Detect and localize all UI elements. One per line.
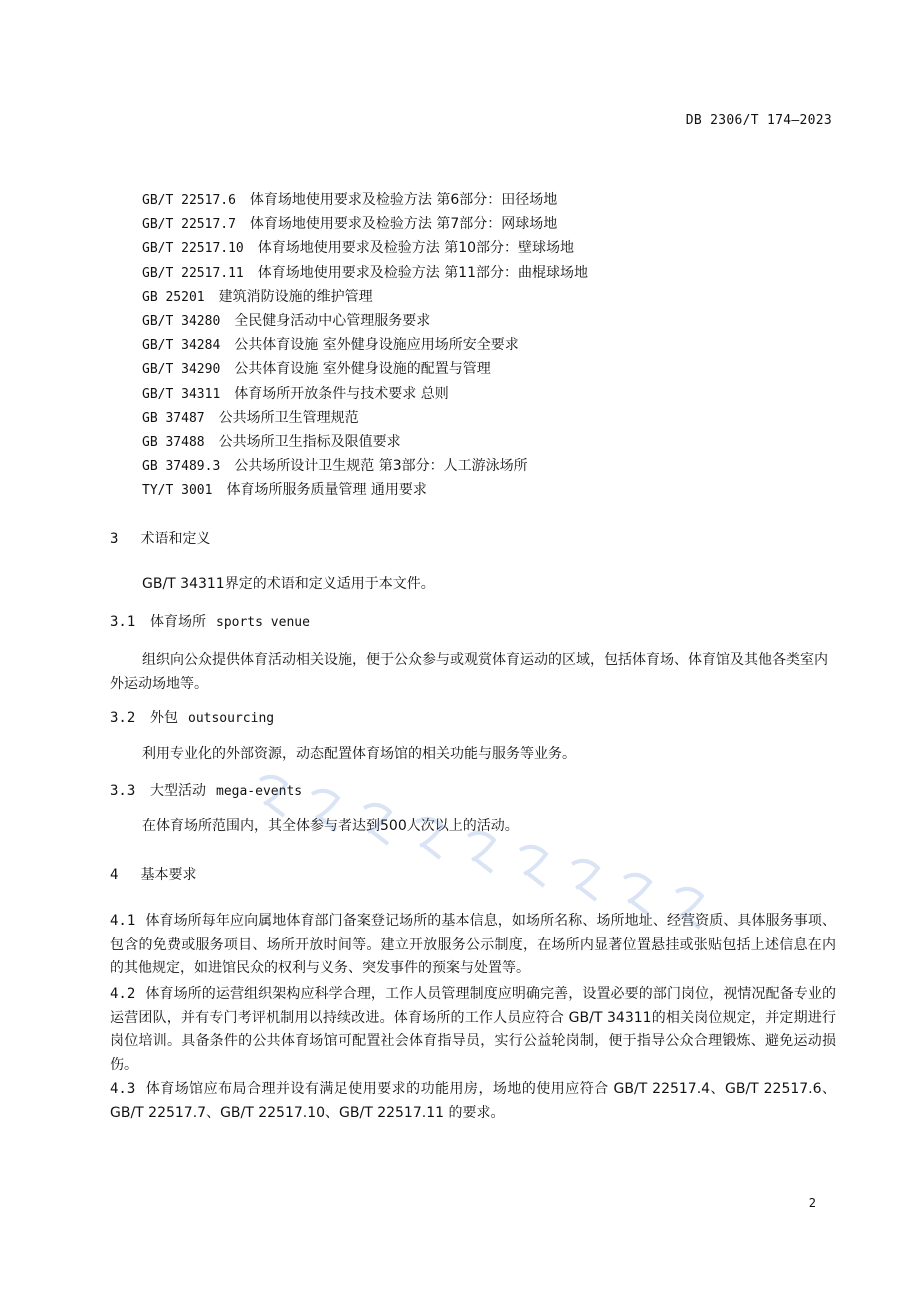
clause-text: 体育场所每年应向属地体育部门备案登记场所的基本信息，如场所名称、场所地址、经营资质、具体服务事项、包含的免费或服务项目、场所开放时间等。建立开放服务公示制度，在场所内显著位置悬挂或张贴包括上述信息在内的其他规定，如进馆民众的权利与义务、突发事件的预案与处置等。 <box>110 913 836 976</box>
term-en: outsourcing <box>188 711 275 726</box>
watermark-stroke <box>468 833 494 872</box>
reference-title: 体育场所服务质量管理 通用要求 <box>226 482 427 499</box>
reference-code: GB/T 22517.6 <box>142 193 236 208</box>
section-title: 基本要求 <box>140 867 197 883</box>
reference-code: GB 37488 <box>142 434 205 450</box>
clause-text: 体育场馆应布局合理并设有满足使用要求的功能用房，场地的使用应符合 GB/T 22517.4、GB/T 22517.6、GB/T 22517.7、GB/T 22517.10、GB/T 22517.11 的要求。 <box>110 1081 836 1121</box>
reference-title: 公共场所卫生指标及限值要求 <box>218 433 401 450</box>
reference-title: 公共场所卫生管理规范 <box>218 409 359 426</box>
term-number: 3.2 <box>110 710 136 726</box>
reference-code: GB/T 22517.7 <box>142 217 236 233</box>
watermark-graphic <box>250 770 730 930</box>
term-3-2-heading <box>110 707 274 727</box>
clause-4-1 <box>110 910 836 981</box>
term-en: mega-events <box>216 784 303 799</box>
reference-title: 公共体育设施 室外健身设施的配置与管理 <box>234 361 491 378</box>
reference-title: 体育场地使用要求及检验方法 第7部分：网球场地 <box>249 216 558 233</box>
reference-title: 体育场地使用要求及检验方法 第10部分：壁球场地 <box>257 240 575 257</box>
reference-title: 全民健身活动中心管理服务要求 <box>234 312 431 329</box>
reference-item <box>142 382 822 406</box>
document-code: DB 2306/T 174—2023 <box>685 113 832 128</box>
reference-item <box>142 406 822 430</box>
section-number: 4 <box>110 867 119 883</box>
reference-code: GB/T 22517.11 <box>142 265 244 281</box>
reference-title: 体育场所开放条件与技术要求 总则 <box>234 385 449 402</box>
reference-item <box>142 188 822 212</box>
term-number: 3.1 <box>110 614 136 630</box>
watermark-stroke <box>624 875 650 914</box>
watermark-stroke <box>520 847 546 886</box>
term-3-1-definition: 组织向公众提供体育活动相关设施，便于公众参与或观赏体育运动的区域，包括体育场、体育馆及其他各类室内外运动场地等。 <box>110 652 828 692</box>
term-3-1-heading <box>110 611 310 631</box>
section-3-heading <box>110 528 210 548</box>
reference-code: GB 25201 <box>142 289 205 305</box>
reference-item <box>142 261 822 285</box>
reference-title: 公共场所设计卫生规范 第3部分：人工游泳场所 <box>234 458 528 475</box>
reference-item <box>142 357 822 381</box>
reference-code: GB/T 34311 <box>142 386 221 402</box>
term-zh: 大型活动 <box>150 783 206 799</box>
reference-code: GB/T 22517.10 <box>142 241 244 257</box>
reference-item <box>142 430 822 454</box>
clause-number: 4.1 <box>110 913 136 929</box>
watermark-stroke <box>572 861 598 900</box>
clause-4-2 <box>110 983 836 1077</box>
term-3-2-definition: 利用专业化的外部资源，动态配置体育场馆的相关功能与服务等业务。 <box>142 746 576 762</box>
reference-item <box>142 212 822 236</box>
clause-number: 4.2 <box>110 986 136 1002</box>
reference-item <box>142 333 822 357</box>
term-zh: 外包 <box>150 710 178 726</box>
reference-item <box>142 309 822 333</box>
normative-references-list <box>142 188 822 502</box>
reference-code: GB/T 34290 <box>142 362 221 378</box>
reference-code: GB/T 34280 <box>142 313 221 329</box>
reference-title: 公共体育设施 室外健身设施应用场所安全要求 <box>234 337 519 354</box>
term-zh: 体育场所 <box>150 614 206 630</box>
reference-item <box>142 285 822 309</box>
clause-text: 体育场所的运营组织架构应科学合理，工作人员管理制度应明确完善，设置必要的部门岗位，视情况配备专业的运营团队，并有专门考评机制用以持续改进。体育场所的工作人员应符合 GB/T 34311的相关岗位规定，并定期进行岗位培训。具备条件的公共体育场馆可配置社会体育指导员，实行公益轮岗制，便于指导公众合理锻炼、避免运动损伤。 <box>110 986 836 1073</box>
section-number: 3 <box>110 531 119 547</box>
reference-item <box>142 454 822 478</box>
reference-title: 体育场地使用要求及检验方法 第11部分：曲棍球场地 <box>257 264 589 281</box>
reference-code: TY/T 3001 <box>142 483 213 499</box>
section-4-heading <box>110 864 196 884</box>
reference-title: 建筑消防设施的维护管理 <box>218 288 373 305</box>
reference-item <box>142 236 822 260</box>
reference-title: 体育场地使用要求及检验方法 第6部分：田径场地 <box>249 192 558 208</box>
reference-item <box>142 478 822 502</box>
section-3-intro: GB/T 34311界定的术语和定义适用于本文件。 <box>142 576 435 592</box>
term-3-3-heading <box>110 780 302 800</box>
term-en: sports venue <box>216 615 310 630</box>
clause-number: 4.3 <box>110 1081 136 1097</box>
reference-code: GB 37489.3 <box>142 459 221 475</box>
term-3-3-definition: 在体育场所范围内，其全体参与者达到500人次以上的活动。 <box>142 818 519 834</box>
clause-4-3 <box>110 1078 836 1125</box>
page-number: 2 <box>808 1196 816 1210</box>
section-title: 术语和定义 <box>140 531 211 547</box>
term-number: 3.3 <box>110 783 136 799</box>
reference-code: GB/T 34284 <box>142 338 221 354</box>
reference-code: GB 37487 <box>142 410 205 426</box>
